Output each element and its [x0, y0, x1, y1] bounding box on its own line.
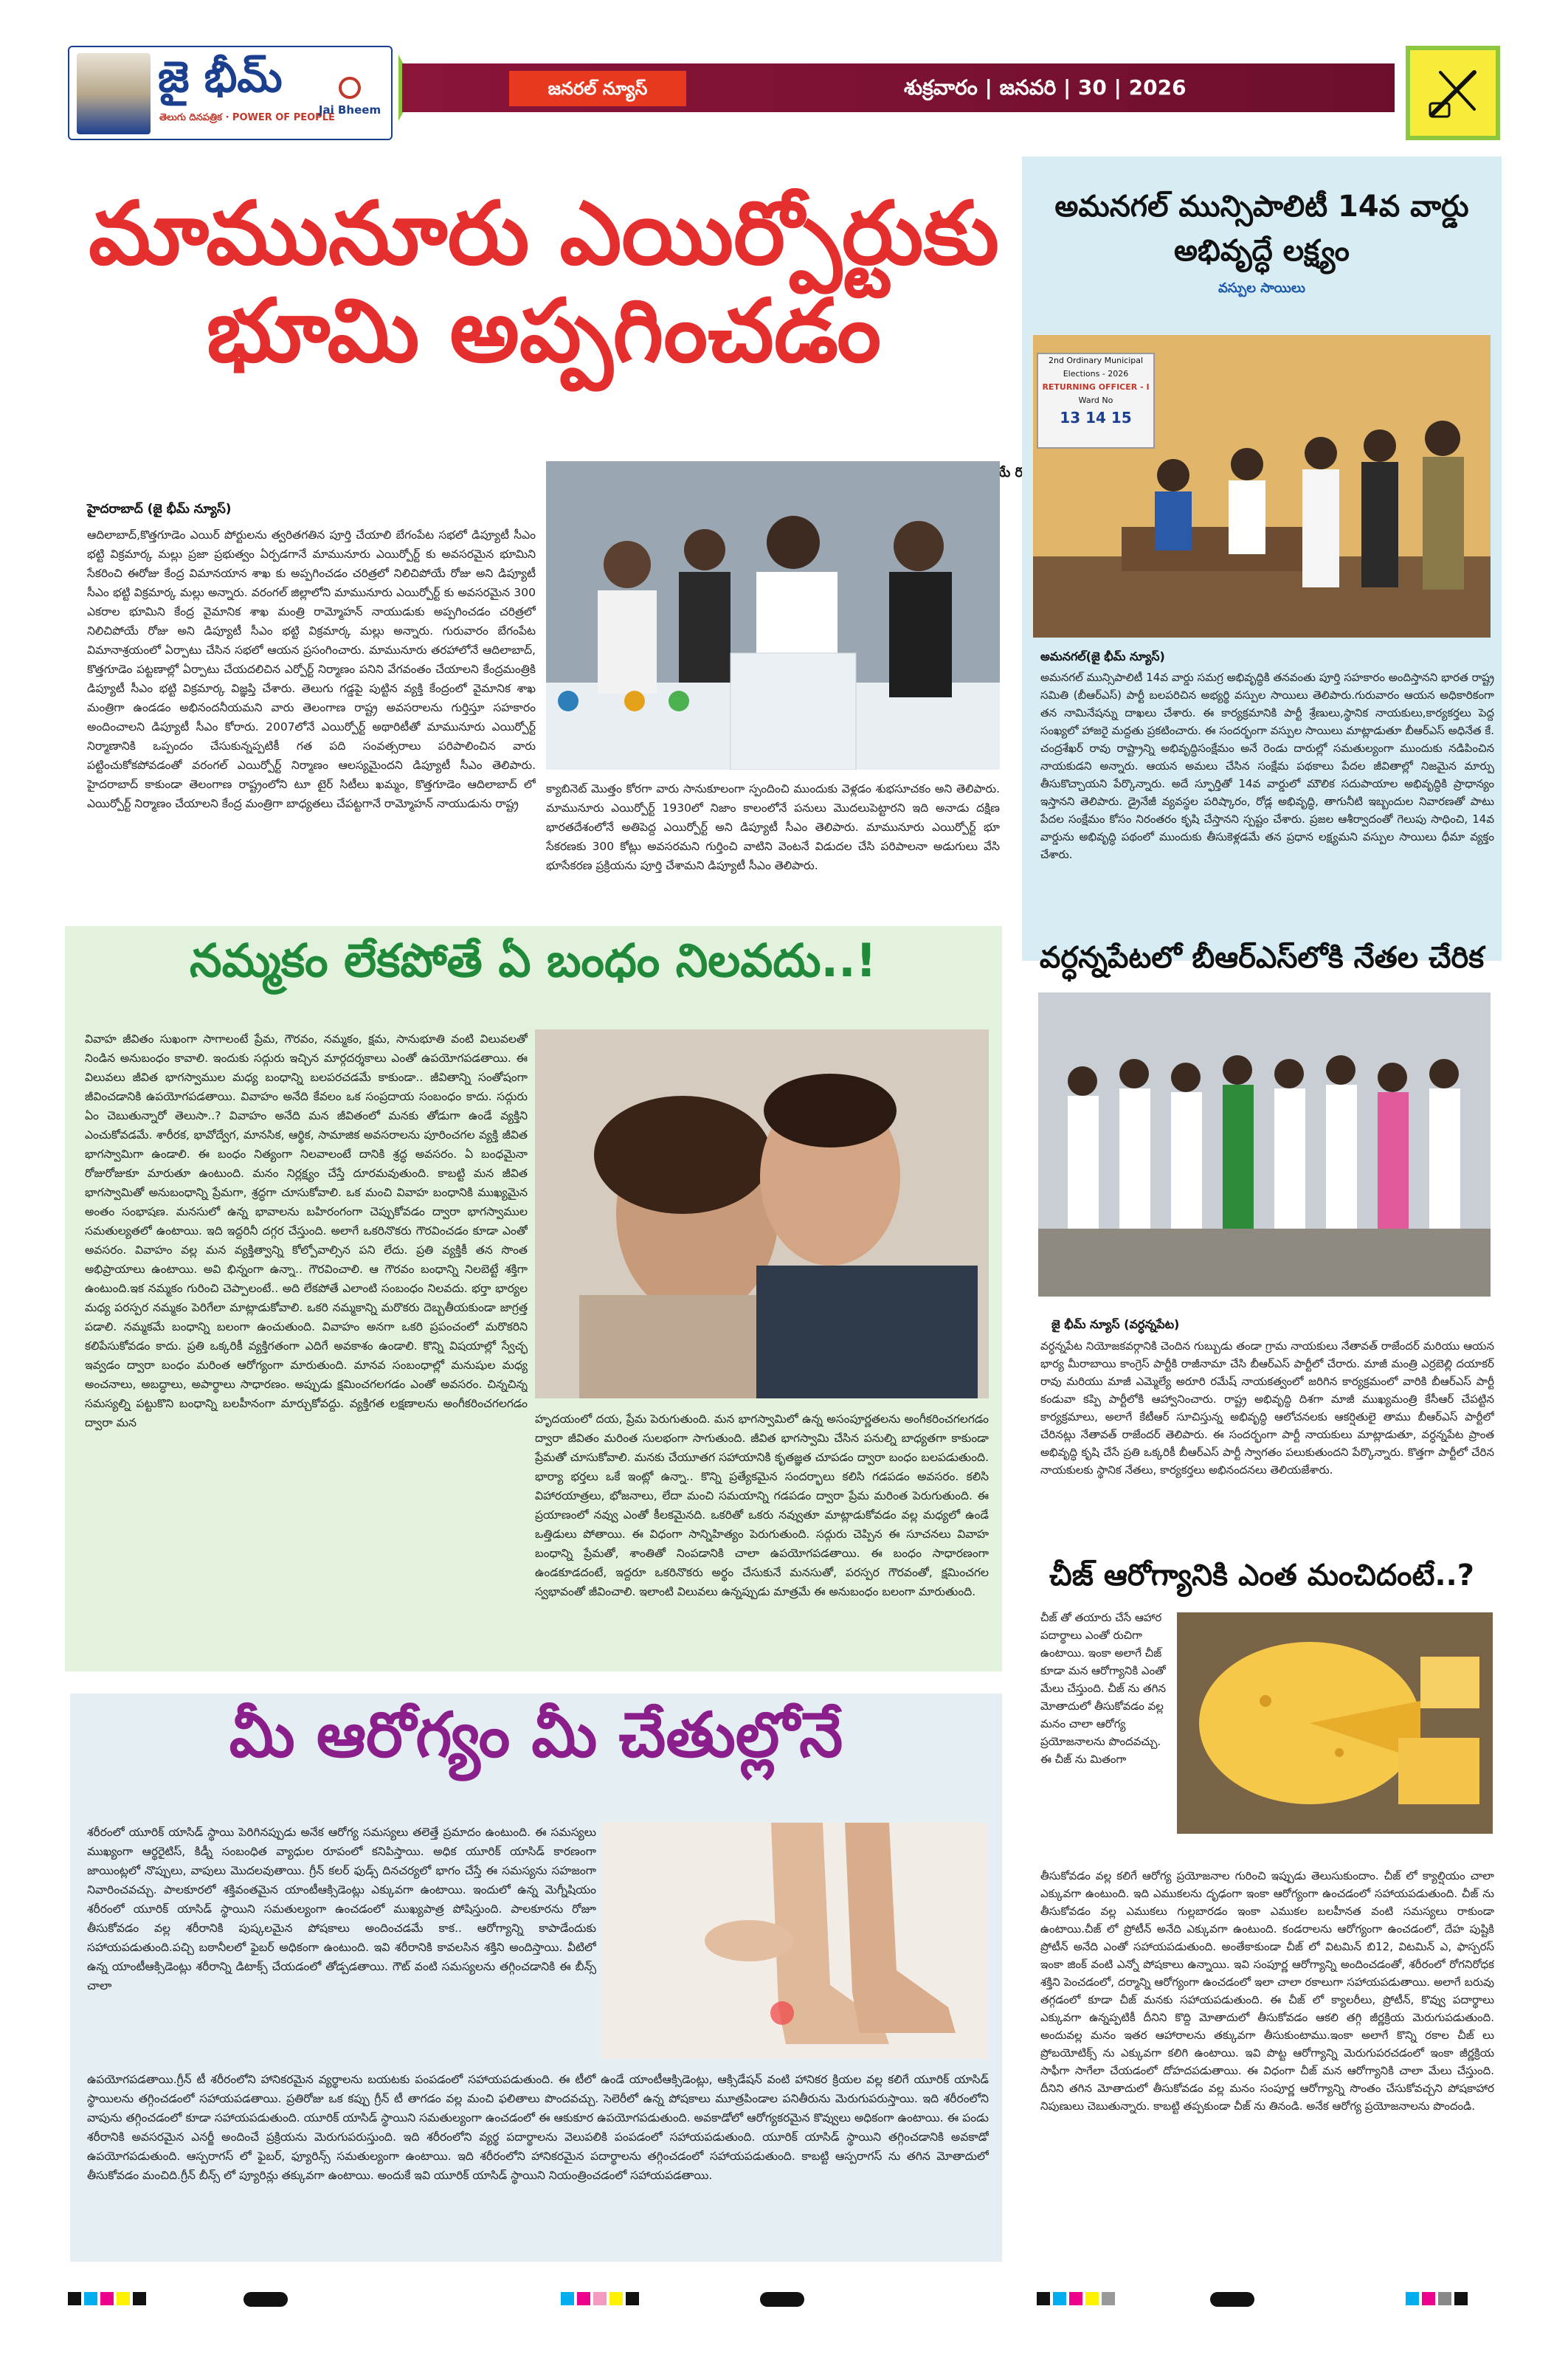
lead-photo	[546, 461, 1000, 770]
registration-pill	[760, 2292, 804, 2307]
registration-pill	[244, 2292, 288, 2307]
smiling-couple-image	[535, 1029, 989, 1398]
foot-pain-image	[601, 1823, 989, 2059]
vardhan-body: వర్ధన్నపేట నియోజకవర్గానికి చెందిన గుబ్బుడు తండా గ్రామ నాయకులు నేతావత్ రాజేందర్ మరియు ఆయన భార్య మీరాబాయి కాంగ్రెస్ పార్టీకి రాజీనామా చేసి బీఆర్ఎస్ పార్టీలో చేరారు. మాజీ మంత్రి ఎర్రబెల్లి దయాకర్ రావు మరియు మాజీ ఎమ్మెల్యే అరూరి రమేష్ నాయకత్వంలో జరిగిన కార్యక్రమంలో వారికి బీఆర్ఎస్ పార్టీ కండువా కప్పి పార్టీలోకి ఆహ్వానించారు. రాష్ట్ర అభివృద్ధి దిశగా మాజీ ముఖ్యమంత్రి కేసీఆర్ చేపట్టిన కార్యక్రమాలు, అలాగే కేటీఆర్ సూచిస్తున్న అభివృద్ధి ఆలోచనలకు ఆకర్షితులై తాము బీఆర్ఎస్ పార్టీలో చేరినట్లు నేతావత్ రాజేందర్ తెలిపారు. ఈ సందర్భంగా పార్టీ నాయకులు మాట్లాడుతూ, వర్ధన్నపేట ప్రాంత అభివృద్ధి కృషి చేసే ప్రతి ఒక్కరికీ బీఆర్ఎస్ పార్టీ స్వాగతం పలుకుతుందని పేర్కొన్నారు. కొత్తగా పార్టీలో చేరిన నాయకులకు స్థానిక నేతలు, కార్యకర్తలు అభినందనలు తెలియజేశారు.	[1040, 1339, 1494, 1477]
board-line-2: RETURNING OFFICER - I	[1042, 382, 1150, 392]
lead-body-column-2: క్యాబినెట్ మొత్తం కోరగా వారు సానుకూలంగా స్పందించి ముందుకు వెళ్లడం శుభసూచకం అని తెలిపారు. మామునూరు ఎయిర్పోర్ట్ 1930లో నిజాం కాలంలోనే పనులు మొదలుపెట్టారని ఇది అనాడు దక్షిణ భారతదేశంలోనే అతిపెద్ద ఎయిర్పోర్ట్ అని డిప్యూటీ సీఎం తెలిపారు. మామునూరు ఎయిర్పోర్ట్ భూ సేకరణకు 300 కోట్లు అవసరమని గుర్తించి వాటిని వెంటనే విడుదల చేసి పరిపాలనా అడుగులు వేసి భూసేకరణ ప్రక్రియను పూర్తి చేశామని డిప్యూటీ సీఎం తెలిపారు.	[546, 782, 1000, 872]
pen-icon	[1424, 63, 1483, 122]
section-tag: జనరల్ న్యూస్	[509, 71, 686, 106]
group-photo-image	[1038, 993, 1491, 1297]
couple-photo	[535, 1029, 989, 1398]
registration-marks-right	[1037, 2292, 1118, 2305]
lead-body-column-1: ఆదిలాబాద్,కొత్తగూడెం ఎయిర్ పోర్టులను త్వరితగతిన పూర్తి చేయాలి బేగంపేట సభలో డిప్యూటీ సీఎం భట్టి విక్రమార్క మల్లు ప్రజా ప్రభుత్వం ఏర్పడగానే మామునూరు ఎయిర్పోర్ట్ కు అవసరమైన భూమిని సేకరించి ఈరోజు కేంద్ర విమానయాన శాఖ కు అప్పగించడం చరిత్రలో నిలిచిపోయే రోజు అని డిప్యూటీ సీఎం భట్టి విక్రమార్క మల్లు అన్నారు. వరంగల్ జిల్లాలోని మామునూరు ఎయిర్పోర్ట్ కు అవసరమైన 300 ఎకరాల భూమిని కేంద్ర వైమానిక శాఖ మంత్రి రామ్మోహన్ నాయుడుకు అప్పగించడం చరిత్రలో నిలిచిపోయే రోజు అని డిప్యూటీ సీఎం భట్టి విక్రమార్క మల్లు అన్నారు. గురువారం బేగంపేట విమానాశ్రయంలో ఏర్పాటు చేసిన సభలో ఆయన ప్రసంగించారు. మామునూరు తరహాలోనే ఆదిలాబాద్, కొత్తగూడెం పట్టణాల్లో ఏర్పాటు చేయదలిచిన ఎర్పోర్ట్ నిర్మాణం పనిని వేగవంతం చేయాలని కేంద్రమంత్రికి డిప్యూటీ సీఎం భట్టి విక్రమార్క విజ్ఞప్తి చేశారు. తెలుగు గడ్డపై పుట్టిన వ్యక్తి కేంద్రంలో వైమానిక శాఖ మంత్రిగా ఉండడం అభినందనీయమని వారు తెలంగాణ రాష్ట్ర అవసరాలను గుర్తిస్తూ సహకారం అందించాలని డిప్యూటీ సీఎం కోరారు. 2007లోనే ఎయిర్పోర్ట్ అథారిటీతో మామునూరు ఎయిర్పోర్ట్ నిర్మాణానికి ఒప్పందం చేసుకున్నప్పటికీ గత పది సంవత్సరాలు పరిపాలించిన వారు పట్టించుకోకపోవడంతో వరంగల్ ఎయిర్పోర్ట్ నిర్మాణం ఆలస్యమైందని డిప్యూటీ సీఎం తెలిపారు. హైదరాబాద్ కాకుండా తెలంగాణ రాష్ట్రంలోని టూ టైర్ సిటీలు ఖమ్మం, కొత్తగూడెం ఆదిలాబాద్ లో ఎయిర్పోర్ట్ నిర్మాణం చేయాలని కేంద్ర మంత్రిగా బాధ్యతలు చేపట్టగానే రామ్మోహన్ నాయుడును రాష్ట్ర	[87, 528, 536, 810]
lead-dateline: హైదరాబాద్ (జై భీమ్ న్యూస్)	[87, 502, 232, 517]
foot-pain-photo	[601, 1823, 989, 2059]
relationship-body-column-1: వివాహ జీవితం సుఖంగా సాగాలంటే ప్రేమ, గౌరవం, నమ్మకం, క్షమ, సానుభూతి వంటి విలువలతో నిండిన అనుబంధం కావాలి. ఇందుకు సద్గురు ఇచ్చిన మార్గదర్శకాలు ఎంతో ఉపయోగపడతాయి. ఈ విలువలు జీవిత భాగస్వాముల మధ్య బంధాన్ని బలపరచడమే కాకుండా.. జీవితాన్ని సంతోషంగా జీవించడానికి ఉపయోగపడతాయి. వివాహం అనేది కేవలం ఒక సంప్రదాయ సంబంధం కాదు. సద్గురు ఏం చెబుతున్నారో తెలుసా..? వివాహం అనేది మన జీవితంలో మనకు తోడుగా ఉండే వ్యక్తిని ఎంచుకోవడమే. శారీరక, భావోద్వేగ, మానసిక, ఆర్థిక, సామాజిక అవసరాలను పూరించగల వ్యక్తి జీవిత భాగస్వామిగా ఉండాలి. ఈ బంధం నిత్యంగా నిలవాలంటే దానికి శ్రద్ధ అవసరం. ఏ బంధమైనా రోజురోజుకూ మారుతూ ఉంటుంది. మనం నిర్లక్ష్యం చేస్తే దూరమవుతుంది. కాబట్టి మన జీవిత భాగస్వామితో అనుబంధాన్ని ప్రేమగా, శ్రద్ధగా చూసుకోవాలి. ఒక మంచి వివాహ బంధానికి ముఖ్యమైన అంతం సంభాషణ. మనసులో ఉన్న భావాలను బహిరంగంగా చెప్పుకోవడం ద్వారా భాగస్వాముల సమతుల్యతలో ఉంటాయి. ఇది ఇద్దరినీ దగ్గర చేస్తుంది. అలాగే ఒకరినొకరు గౌరవించడం కూడా ఎంతో అవసరం. వివాహం వల్ల మన వ్యక్తిత్వాన్ని కోల్పోవాల్సిన పని లేదు. ప్రతి వ్యక్తికీ తన సొంత అభిప్రాయాలు ఉంటాయి. అవి భిన్నంగా ఉన్నా.. గౌరవించాలి. ఆ గౌరవం బంధాన్ని నిలబెట్టే శక్తిగా ఉంటుంది.ఇక నమ్మకం గురించి చెప్పాలంటే.. అది లేకపోతే ఎలాంటి సంబంధం నిలవదు. భర్తా భార్యల మధ్య పరస్పర నమ్మకం పెరిగేలా మాట్లాడుకోవాలి. ఒకరి నమ్మకాన్ని మరొకరు దెబ్బతీయకుండా జాగ్రత్త పడాలి. నమ్మకమే బంధాన్ని బలంగా ఉంచుతుంది. వివాహం అనగా ఒకరి ప్రపంచంలో మరొకరిని కలిపేసుకోవడం కాదు. ప్రతి ఒక్కరికీ వ్యక్తిగతంగా ఎదిగే అవకాశం ఉండాలి. కొన్ని విషయాల్లో స్వేచ్ఛ ఇవ్వడం ద్వారా బంధం మరింత ఆరోగ్యంగా మారుతుంది. మానవ సంబంధాల్లో మనుషుల మధ్య అంచనాలు, అబద్ధాలు, అపార్థాలు సాధారణం. అప్పుడు క్షమించగలగడం ఎంతో అవసరం. చిన్నచిన్న సమస్యల్ని పట్టుకొని బంధాన్ని బలహీనంగా మార్చుకోవద్దు. వ్యక్తిగత లక్షణాలను అంగీకరించగలగడం ద్వారా మన	[85, 1032, 528, 1429]
registration-marks-left	[68, 2292, 149, 2305]
registration-marks-center	[561, 2292, 642, 2305]
masthead-title: జై భీమ్	[158, 52, 283, 102]
masthead-logo	[313, 55, 387, 134]
relationship-body-column-2: హృదయంలో దయ, ప్రేమ పెరుగుతుంది. మన భాగస్వామిలో ఉన్న అసంపూర్ణతలను అంగీకరించగలగడం ద్వారా జీవితం మరింత సులభంగా సాగుతుంది. జీవిత భాగస్వామి చేసిన పనుల్ని బాధ్యతగా కాకుండా ప్రేమతో చూసుకోవాలి. మనకు చేయూతగ సహాయానికి కృతజ్ఞత చూపడం ద్వారా బంధం బలపడుతుంది. భార్యా భర్తలు ఒకే ఇంట్లో ఉన్నా.. కొన్ని ప్రత్యేకమైన సందర్భాలు కలిసి గడపడం అవసరం. కలిసి విహారయాత్రలు, భోజనాలు, లేదా మంచి సమయాన్ని గడపడం ద్వారా ప్రేమ మరింత పెరుగుతుంది. ఈ ప్రయాణంలో నవ్వు ఎంతో కీలకమైనది. ఒకరితో ఒకరు నవ్వుతూ మాట్లాడుకోవడం వల్ల మధ్యలో ఉండే ఒత్తిడులు పోతాయి. ఈ విధంగా సాన్నిహిత్యం పెరుగుతుంది. సద్గురు చెప్పిన ఈ సూచనలు వివాహ బంధాన్ని ప్రేమతో, శాంతితో నింపడానికి చాలా ఉపయోగపడతాయి. ఈ బంధం సాధారణంగా ఉండకూడదంటే, ఇద్దరూ ఒకరినొకరు అర్థం చేసుకునే మనసుతో, పరస్పర గౌరవంతో, క్షమించగల స్వభావంతో జీవించాలి. ఇలాంటి విలువలు ఉన్నప్పుడు మాత్రమే ఈ అనుబంధం బలంగా మారుతుంది.	[535, 1412, 989, 1598]
amanagal-dateline: అమనగల్(జై భీమ్ న్యూస్)	[1040, 649, 1165, 663]
board-line-3: Ward No	[1078, 396, 1113, 405]
speaker-at-podium-image	[546, 461, 1000, 770]
vardhan-dateline: జై భీమ్ న్యూస్ (వర్ధన్నపేట)	[1051, 1317, 1180, 1331]
board-line-4: 13 14 15	[1060, 409, 1132, 427]
board-line-1: 2nd Ordinary Municipal Elections - 2026	[1048, 356, 1144, 379]
cheese-photo	[1177, 1612, 1493, 1834]
masthead	[68, 46, 393, 140]
masthead-logo-text: Jai Bheem	[318, 103, 381, 117]
registration-pill	[1210, 2292, 1254, 2307]
lead-headline: మామునూరు ఎయిర్పోర్టుకు భూమి అప్పగించడం	[89, 182, 999, 382]
party-joining-photo	[1038, 993, 1491, 1297]
cheese-headline: చీజ్ ఆరోగ్యానికి ఎంత మంచిదంటే..?	[1049, 1559, 1474, 1592]
cheese-intro: చీజ్ తో తయారు చేసే ఆహార పదార్థాలు ఎంతో రుచిగా ఉంటాయి. ఇంకా అలాగే చీజ్ కూడా మన ఆరోగ్యానికి ఎంతో మేలు చేస్తుంది. చీజ్ ను తగిన మోతాదులో తీసుకోవడం వల్ల మనం చాలా ఆరోగ్య ప్రయోజనాలను పొందవచ్చు. ఈ చీజ్ ను మితంగా	[1040, 1611, 1166, 1766]
logo-ring-icon	[339, 77, 361, 99]
amanagal-headline: అమనగల్ మున్సిపాలిటీ 14వ వార్డు అభివృద్ధే లక్ష్యం	[1054, 190, 1469, 268]
masthead-tagline: తెలుగు దినపత్రిక · POWER OF PEOPLE	[159, 112, 335, 123]
issue-dateline: శుక్రవారం | జనవరి | 30 | 2026	[904, 75, 1187, 100]
returning-officer-board	[1037, 353, 1155, 449]
registration-marks-far-right	[1406, 2292, 1471, 2305]
cheese-wheel-image	[1177, 1612, 1493, 1834]
amanagal-byline: వస్పుల సాయిలు	[1218, 280, 1305, 296]
health-headline: మీ ఆరోగ్యం మీ చేతుల్లోనే	[229, 1699, 843, 1771]
amanagal-body: అమనగల్ మున్సిపాలిటీ 14వ వార్డు సమగ్ర అభివృద్ధికి తనవంతు పూర్తి సహకారం అందిస్తానని భారత రాష్ట్ర సమితి (బీఆర్ఎస్) పార్టీ బలపరిచిన అభ్యర్థి వస్పుల సాయిలు తెలిపారు.గురువారం ఆయన అధికారికంగా తన నామినేషన్ను దాఖలు చేశారు. ఈ కార్యక్రమానికి పార్టీ శ్రేణులు,స్థానిక నాయకులు,కార్యకర్తలు పెద్ద సంఖ్యలో హాజరై మద్దతు ప్రకటించారు. ఈ సందర్భంగా వస్పుల సాయిలు మాట్లాడుతూ బీఆర్ఎస్ అధినేత కే. చంద్రశేఖర్ రావు రాష్ట్రాన్ని అభివృద్ధిసంక్షేమం అనే రెండు దారుల్లో సమతుల్యంగా ముందుకు నడిపించిన నాయకుడని అన్నారు. ఆయన అమలు చేసిన సంక్షేమ పథకాలు పేదల జీవితాల్లో నిజమైన మార్పు తీసుకొచ్చాయని పేర్కొన్నారు. అదే స్ఫూర్తితో 14వ వార్డులో మౌలిక సదుపాయాల అభివృద్ధికి ప్రాధాన్యం ఇస్తానని తెలిపారు. డ్రైనేజీ వ్యవస్థల పరిష్కారం, రోడ్ల అభివృద్ధి, తాగునీటి ఇబ్బందుల నివారణతో పాటు పేదల సంక్షేమం కోసం నిరంతరం కృషి చేస్తానని స్పష్టం చేశారు. ప్రజల ఆశీర్వాదంతో గెలుపు సాధించి, 14వ వార్డును అభివృద్ధి పథంలో ముందుకు తీసుకెళ్లడమే తన ప్రధాన లక్ష్యమని వస్పుల సాయిలు ధీమా వ్యక్తం చేశారు.	[1040, 671, 1494, 861]
cheese-body: తీసుకోవడం వల్ల కలిగే ఆరోగ్య ప్రయోజనాల గురించి ఇప్పుడు తెలుసుకుందాం. చీజ్ లో క్యాల్షియం చాలా ఎక్కువగా ఉంటుంది. ఇది ఎముకలను దృఢంగా ఇంకా ఆరోగ్యంగా ఉంచడంలో సహాయపడుతుంది. చీజ్ ను తీసుకోవడం వల్ల ఎముకలు గుల్లబారడం ఇంకా ఎముకల బలహీనత వంటి సమస్యలు రాకుండా ఉంటాయి.చీజ్ లో ప్రోటీన్ అనేది ఎక్కువగా ఉంటుంది. కండరాలను ఆరోగ్యంగా ఉంచడంలో, దేహ పుష్టికి ప్రోటీన్ అనేది ఎంతో సహాయపడుతుంది. అంతేకాకుండా చీజ్ లో విటమిన్ బి12, విటమిన్ ఎ, ఫాస్పరస్ ఇంకా జింక్ వంటి ఎన్నో పోషకాలు ఉన్నాయి. ఇవి సంపూర్ణ ఆరోగ్యాన్ని అందించడంతో, శరీరంలో రోగనిరోధక శక్తిని పెంచడంలో, దర్మాన్ని ఆరోగ్యంగా ఉంచడంలో ఇలా చాలా రకాలుగా సహాయపడుతాయి. అలాగే బరువు తగ్గడంలో కూడా చీజ్ మనకు సహాయపడుతుంది. ఈ చీజ్ లో క్యాలరీలు, ప్రోటీన్, కొవ్వు పదార్థాలు ఎక్కువగా ఉన్నప్పటికీ దీనిని కొద్ది మోతాదులో తీసుకోవడం ఆకలి తగ్గి జీర్ణక్రియ మెరుగుపడుతుంది. అందువల్ల మనం ఇతర ఆహారాలను తక్కువగా తీసుకుంటాము.ఇంకా అలాగే కొన్ని రకాల చీజ్ లు ప్రోబయోటిక్స్ ను ఎక్కువగా కలిగి ఉంటాయి. ఇవి పొట్ట ఆరోగ్యాన్ని మెరుగుపరచడంలో ఇంకా జీర్ణక్రియ సాఫీగా సాగేలా చేయడంలో దోహదపడుతాయి. ఈ విధంగా చీజ్ మన ఆరోగ్యానికి చాలా మేలు చేస్తుంది. దీనిని తగిన మోతాదులో తీసుకోవడం వల్ల మనం సంపూర్ణ ఆరోగ్యాన్ని సొంతం చేసుకోవచ్చని పోషకాహార నిపుణులు చెబుతున్నారు. కాబట్టి తప్పకుండా చీజ్ ను తినండి. అనేక ఆరోగ్య ప్రయోజనాలను పొందండి.	[1040, 1869, 1494, 2113]
vardhan-headline: వర్ధన్నపేటలో బీఆర్ఎస్‌లోకి నేతల చేరిక	[1039, 941, 1485, 975]
health-body-2: ఉపయోగపడతాయి.గ్రీన్ టీ శరీరంలోని హానికరమైన వ్యర్థాలను బయటకు పంపడంలో సహాయపడుతుంది. ఈ టీలో ఉండే యాంటీఆక్సిడెంట్లు, ఆక్సిడేషన్ వంటి హానికర క్రియల వల్ల కలిగే యూరిక్ యాసిడ్ స్థాయిలను తగ్గించడంలో సహాయపడతాయి. ప్రతిరోజు ఒక కప్పు గ్రీన్ టీ తాగడం వల్ల మంచి ఫలితాలు పొందవచ్చు. సెలెరీలో ఉన్న పోషకాలు మూత్రపిండాల పనితీరును మెరుగుపరుస్తాయి. ఇది శరీరంలోని వాపును తగ్గించడంలో కూడా సహాయపడుతుంది. యూరిక్ యాసిడ్ స్థాయిని సమతుల్యంగా ఉంచడంలో ఈ ఆకుకూర ఉపయోగపడుతుంది. అవకాడోలో ఆరోగ్యకరమైన కొవ్వులు అధికంగా ఉంటాయి. ఈ పండు శరీరానికి అవసరమైన ఎనర్జీ అందించే ప్రక్రియను మెరుగుపరుస్తుంది. ఇది శరీరంలోని వ్యర్థ పదార్థాలను వెలుపలికి పంపడంలో సహాయపడుతుంది. యూరిక్ యాసిడ్ స్థాయిని తగ్గించడానికి అవకాడో ఉపయోగపడుతుంది. ఆస్పరాగస్ లో ఫైబర్, ఫ్యూరిన్స్ సమతుల్యంగా ఉంటాయి. ఇది శరీరంలోని హానికరమైన పదార్థాలను తగ్గించడంలో సహాయపడుతుంది. కాబట్టి ఆస్పరాగస్ ను తగిన మోతాదులో తీసుకోవడం మంచిది.గ్రీన్ బీన్స్ లో ప్యూరిన్లు తక్కువగా ఉంటాయి. అందుకే ఇవి యూరిక్ యాసిడ్ స్థాయిని నియంత్రించడంలో సహాయపడతాయి.	[87, 2073, 989, 2182]
health-body-1: శరీరంలో యూరిక్ యాసిడ్ స్థాయి పెరిగినప్పుడు అనేక ఆరోగ్య సమస్యలు తలెత్తే ప్రమాదం ఉంటుంది. ఈ సమస్యలు ముఖ్యంగా ఆర్థరైటిస్, కిడ్నీ సంబంధిత వ్యాధుల రూపంలో కనిపిస్తాయి. అధిక యూరిక్ యాసిడ్ కారణంగా జాయింట్లలో నొప్పులు, వాపులు మొదలవుతాయి. గ్రీన్ కలర్ ఫుడ్స్ దినచర్యలో భాగం చేస్తే ఈ సమస్యను సహజంగా నివారించవచ్చు. పాలకూరలో శక్తివంతమైన యాంటీఆక్సిడెంట్లు ఎక్కువగా ఉంటాయి. ఇందులో ఉన్న మెగ్నీషియం శరీరంలో యూరిక్ యాసిడ్ స్థాయిని సమతుల్యంగా ఉంచడంలో ముఖ్యపాత్ర పోషిస్తుంది. పాలకూరను రోజూ తీసుకోవడం వల్ల శరీరానికి పుష్కలమైన పోషకాలు అందించడమే కాక.. ఆరోగ్యాన్ని కాపాడేందుకు సహాయపడుతుంది.పచ్చి బఠానీలలో ఫైబర్ అధికంగా ఉంటుంది. ఇవి శరీరానికి కావలసిన శక్తిని అందిస్తాయి. వీటిలో ఉన్న యాంటీఆక్సిడెంట్లు శరీరాన్ని డిటాక్స్ చేయడంలో తోడ్పడతాయి. గౌట్ వంటి సమస్యలను తగ్గించడానికి ఈ బీన్స్ చాలా	[87, 1826, 596, 1992]
masthead-portrait	[77, 53, 151, 134]
relationship-headline: నమ్మకం లేకపోతే ఏ బంధం నిలవదు..!	[190, 933, 877, 987]
